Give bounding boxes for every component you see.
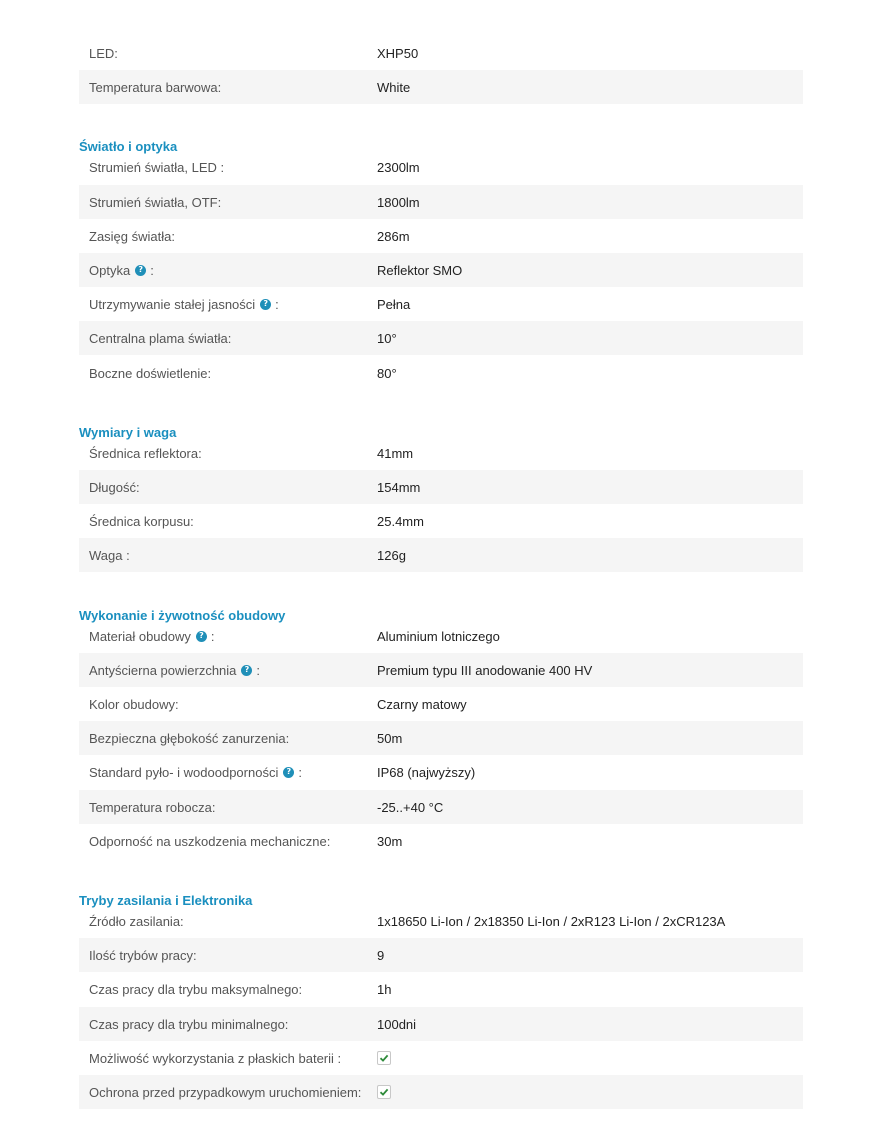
spec-label — [89, 446, 202, 461]
spec-row — [79, 287, 803, 321]
spec-value: 1800lm — [377, 194, 420, 210]
help-circle-icon[interactable]: ? — [241, 665, 252, 676]
spec-label — [89, 629, 215, 644]
section-title: Wymiary i waga — [79, 424, 177, 440]
spec-value: 2300lm — [377, 159, 420, 175]
spec-label — [89, 263, 154, 278]
spec-label — [89, 697, 179, 712]
section-title: Tryby zasilania i Elektronika — [79, 893, 253, 908]
spec-value: Czarny matowy — [377, 696, 467, 712]
help-circle-icon[interactable]: ? — [283, 767, 294, 778]
spec-value: 100dni — [377, 1016, 417, 1032]
spec-label — [89, 800, 215, 815]
spec-value: White — [377, 79, 411, 95]
spec-value: 126g — [377, 547, 406, 563]
spec-row — [79, 219, 803, 253]
spec-label-text: Kolor obudowy: — [89, 696, 179, 712]
section-title: Światło i optyka — [79, 139, 178, 155]
spec-label-text: Antyścierna powierzchnia — [89, 662, 237, 678]
spec-label — [89, 229, 175, 244]
spec-label-text: Waga : — [89, 547, 130, 563]
help-circle-icon[interactable]: ? — [260, 299, 271, 310]
spec-value: 30m — [377, 833, 403, 849]
spec-row — [79, 70, 803, 104]
spec-row — [79, 436, 803, 470]
spec-label-text: Średnica korpusu: — [89, 513, 194, 529]
spec-label-text: Boczne doświetlenie: — [89, 365, 212, 381]
spec-value: 1h — [377, 981, 392, 997]
spec-value: 41mm — [377, 445, 414, 461]
spec-row — [79, 470, 803, 504]
spec-label-text: Strumień światła, OTF: — [89, 194, 222, 210]
spec-label-text: Temperatura robocza: — [89, 799, 216, 815]
spec-row — [79, 1041, 803, 1075]
spec-label — [89, 834, 330, 849]
spec-row — [79, 504, 803, 538]
spec-row — [79, 1007, 803, 1041]
spec-label — [89, 1017, 288, 1032]
spec-row — [79, 972, 803, 1006]
spec-label — [89, 480, 140, 495]
spec-label-text: Standard pyło- i wodoodporności — [89, 764, 279, 780]
spec-row — [79, 1075, 803, 1109]
spec-row — [79, 36, 803, 70]
spec-label-text: Optyka — [89, 262, 131, 278]
spec-label-text: Długość: — [89, 479, 140, 495]
spec-label — [89, 663, 260, 678]
spec-value: 9 — [377, 947, 385, 963]
spec-label — [89, 297, 279, 312]
spec-row — [79, 904, 803, 938]
spec-value: 154mm — [377, 479, 421, 495]
spec-row — [79, 538, 803, 572]
spec-label — [89, 514, 194, 529]
spec-label-text: Ilość trybów pracy: — [89, 947, 197, 963]
spec-value: XHP50 — [377, 45, 419, 61]
spec-label-text: Utrzymywanie stałej jasności — [89, 296, 256, 312]
spec-label — [89, 366, 211, 381]
spec-label — [89, 1051, 341, 1066]
spec-value: 25.4mm — [377, 513, 424, 529]
spec-label-text: Czas pracy dla trybu minimalnego: — [89, 1016, 289, 1032]
spec-row — [79, 619, 803, 653]
spec-label — [89, 914, 184, 929]
spec-label-text: Centralna plama światła: — [89, 330, 232, 346]
label-colon: : — [275, 296, 279, 312]
spec-value — [377, 1051, 391, 1065]
spec-value: Premium typu III anodowanie 400 HV — [377, 662, 593, 678]
spec-value: 1x18650 Li-Ion / 2x18350 Li-Ion / 2xR123 Li-Ion / 2xCR123A — [377, 913, 726, 929]
spec-row — [79, 687, 803, 721]
spec-label-text: LED: — [89, 45, 118, 61]
spec-value: -25..+40 °C — [377, 799, 444, 815]
spec-label-text: Materiał obudowy — [89, 628, 191, 644]
spec-label-text: Strumień światła, LED : — [89, 159, 225, 175]
spec-row — [79, 356, 803, 390]
spec-label — [89, 195, 221, 210]
help-circle-icon[interactable]: ? — [135, 265, 146, 276]
spec-label-text: Ochrona przed przypadkowym uruchomieniem: — [89, 1084, 362, 1100]
spec-label-text: Średnica reflektora: — [89, 445, 202, 461]
section-title: Wykonanie i żywotność obudowy — [79, 607, 286, 623]
spec-value: 10° — [377, 330, 397, 346]
spec-value: 80° — [377, 365, 397, 381]
spec-row — [79, 938, 803, 972]
spec-label-text: Możliwość wykorzystania z płaskich baterii : — [89, 1050, 342, 1066]
spec-label-text: Temperatura barwowa: — [89, 79, 222, 95]
spec-label — [89, 765, 302, 780]
spec-value: 286m — [377, 228, 410, 244]
spec-label — [89, 1085, 361, 1100]
spec-label-text: Czas pracy dla trybu maksymalnego: — [89, 981, 303, 997]
help-circle-icon[interactable]: ? — [196, 631, 207, 642]
spec-row — [79, 653, 803, 687]
spec-value — [377, 1085, 391, 1099]
spec-label-text: Źródło zasilania: — [89, 913, 184, 929]
spec-label — [89, 331, 231, 346]
spec-label — [89, 46, 118, 61]
spec-row — [79, 790, 803, 824]
spec-label — [89, 80, 221, 95]
spec-value: Reflektor SMO — [377, 262, 463, 278]
spec-row — [79, 755, 803, 789]
spec-value: Aluminium lotniczego — [377, 628, 500, 644]
checkmark-icon — [377, 1085, 391, 1099]
label-colon: : — [256, 662, 261, 678]
spec-label — [89, 548, 130, 563]
checkmark-icon — [377, 1051, 391, 1065]
spec-row — [79, 253, 803, 287]
spec-row — [79, 150, 803, 184]
spec-row — [79, 185, 803, 219]
spec-label — [89, 160, 224, 175]
spec-label-text: Zasięg światła: — [89, 228, 175, 244]
spec-label — [89, 982, 302, 997]
spec-label-text: Odporność na uszkodzenia mechaniczne: — [89, 833, 331, 849]
spec-row — [79, 721, 803, 755]
spec-label — [89, 948, 197, 963]
spec-value: IP68 (najwyższy) — [377, 764, 476, 780]
spec-row — [79, 321, 803, 355]
label-colon: : — [210, 628, 215, 644]
label-colon: : — [298, 764, 302, 780]
label-colon: : — [150, 262, 154, 278]
spec-label — [89, 731, 289, 746]
spec-value: Pełna — [377, 296, 411, 312]
spec-label-text: Bezpieczna głębokość zanurzenia: — [89, 730, 290, 746]
spec-value: 50m — [377, 730, 403, 746]
spec-row — [79, 824, 803, 858]
